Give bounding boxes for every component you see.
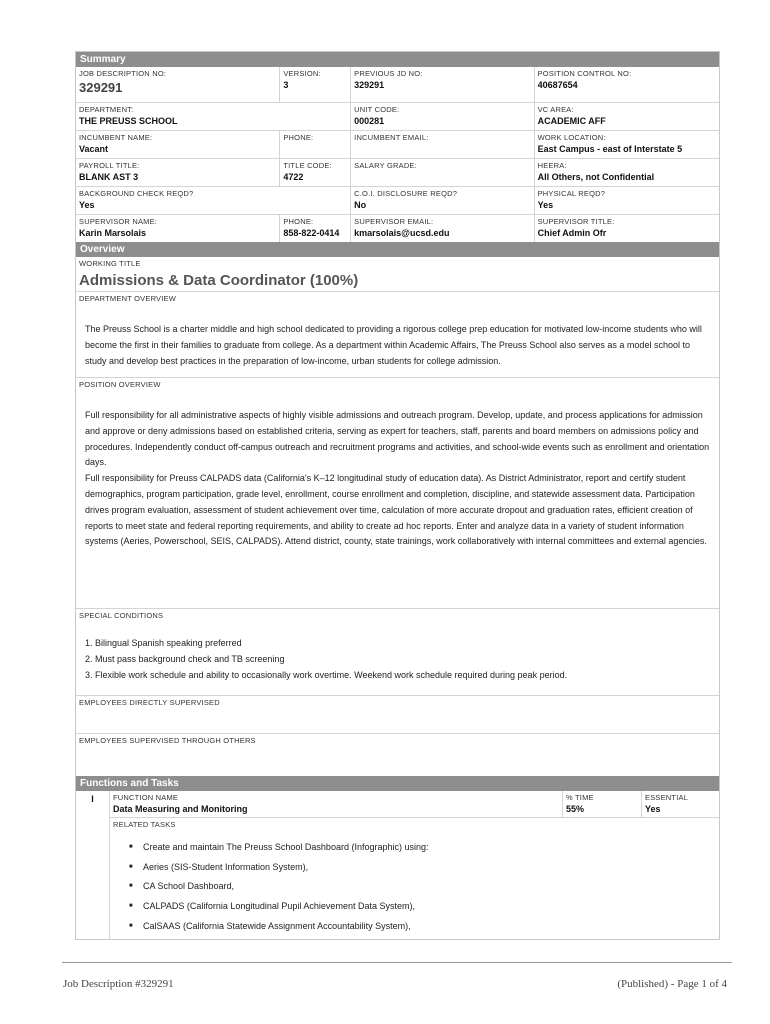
vc-area-value: ACADEMIC AFF: [537, 116, 606, 126]
previous-jd-label: PREVIOUS JD NO:: [354, 69, 423, 78]
supervisor-email-cell: [350, 215, 533, 242]
payroll-title-cell: [76, 159, 279, 186]
work-location-value: East Campus - east of Interstate 5: [537, 144, 683, 154]
version-value: 3: [283, 80, 289, 90]
special-condition-item: 1. Bilingual Spanish speaking preferred: [85, 638, 242, 648]
functions-header: Functions and Tasks: [76, 776, 719, 791]
heera-value: All Others, not Confidential: [537, 172, 655, 182]
salary-grade-cell: [350, 159, 533, 186]
title-code-value: 4722: [283, 172, 304, 182]
special-conditions-list: [79, 635, 716, 683]
pct-time-label: % TIME: [566, 793, 594, 802]
special-condition-item: 3. Flexible work schedule and ability to occasionally work overtime. Weekend work schedule required during peak period.: [85, 670, 568, 680]
related-tasks-section: [110, 817, 719, 939]
coi-label: C.O.I. DISCLOSURE REQD?: [354, 189, 458, 198]
working-title-section: [76, 257, 719, 291]
incumbent-name-value: Vacant: [79, 144, 109, 154]
position-control-value: 40687654: [537, 80, 578, 90]
physical-value: Yes: [537, 200, 554, 210]
footer-divider: [62, 962, 732, 963]
pct-time-value: 55%: [566, 804, 585, 814]
related-tasks-label: RELATED TASKS: [113, 820, 176, 829]
position-control-cell: [534, 67, 719, 102]
incumbent-phone-cell: [279, 131, 350, 158]
supervisor-title-value: Chief Admin Ofr: [537, 228, 607, 238]
title-code-cell: [279, 159, 350, 186]
unit-code-value: 000281: [354, 116, 385, 126]
essential-label: ESSENTIAL: [645, 793, 689, 802]
job-description-no-label: JOB DESCRIPTION NO:: [79, 69, 167, 78]
related-task-item: ■ Create and maintain The Preuss School Dashboard (Infographic) using:: [143, 838, 716, 858]
department-cell: [76, 103, 350, 130]
employees-directly-supervised-label: EMPLOYEES DIRECTLY SUPERVISED: [79, 698, 220, 707]
summary-row-1: [76, 67, 719, 102]
supervisor-email-label: SUPERVISOR EMAIL:: [354, 217, 434, 226]
heera-cell: [534, 159, 719, 186]
summary-header: Summary: [76, 52, 719, 67]
supervisor-phone-label: PHONE:: [283, 217, 314, 226]
supervisor-email-value: kmarsolais@ucsd.edu: [354, 228, 450, 238]
supervisor-phone-value: 858-822-0414: [283, 228, 340, 238]
work-location-label: WORK LOCATION:: [537, 133, 606, 142]
job-description-no-cell: [76, 67, 279, 102]
background-check-cell: [76, 187, 350, 214]
footer-job-description: Job Description #329291: [63, 978, 174, 990]
essential-cell: [641, 791, 719, 817]
version-cell: [279, 67, 350, 102]
previous-jd-cell: [350, 67, 533, 102]
supervisor-name-label: SUPERVISOR NAME:: [79, 217, 158, 226]
special-conditions-label: SPECIAL CONDITIONS: [79, 611, 164, 620]
essential-value: Yes: [645, 804, 661, 814]
vc-area-cell: [534, 103, 719, 130]
function-number: I: [91, 794, 94, 804]
employees-directly-supervised-section: [76, 695, 719, 733]
job-description-no: 329291: [79, 80, 123, 95]
supervisor-name-cell: [76, 215, 279, 242]
summary-row-4: [76, 158, 719, 186]
supervisor-name-value: Karin Marsolais: [79, 228, 147, 238]
footer-page-number: (Published) - Page 1 of 4: [617, 978, 727, 990]
summary-row-3: [76, 130, 719, 158]
department-overview-text: The Preuss School is a charter middle and high school dedicated to providing a rigorous college prep education for motivated low-income students who will become the first in their families to graduate from college. As a department within Academic Affairs, The Preuss School also serves as a model school to study and develop best practices in the preparation of low-income, urban students for college admission.: [85, 324, 702, 366]
function-name-value: Data Measuring and Monitoring: [113, 804, 248, 814]
employees-supervised-through-others-section: [76, 733, 719, 775]
function-name-cell: [110, 791, 562, 817]
related-task-item: ■ CA School Dashboard,: [143, 877, 716, 897]
previous-jd-value: 329291: [354, 80, 385, 90]
summary-row-2: [76, 102, 719, 130]
coi-value: No: [354, 200, 367, 210]
department-overview-label: DEPARTMENT OVERVIEW: [79, 294, 177, 303]
summary-row-6: [76, 214, 719, 242]
payroll-title-value: BLANK AST 3: [79, 172, 139, 182]
employees-supervised-through-others-label: EMPLOYEES SUPERVISED THROUGH OTHERS: [79, 736, 256, 745]
physical-cell: [534, 187, 719, 214]
pct-time-cell: [562, 791, 641, 817]
summary-row-5: [76, 186, 719, 214]
unit-code-label: UNIT CODE:: [354, 105, 400, 114]
salary-grade-label: SALARY GRADE:: [354, 161, 417, 170]
related-tasks-list: [113, 838, 716, 937]
heera-label: HEERA:: [537, 161, 567, 170]
special-conditions-section: [76, 608, 719, 695]
position-overview-section: [76, 377, 719, 608]
background-check-label: BACKGROUND CHECK REQD?: [79, 189, 194, 198]
function-header-row: [110, 791, 719, 817]
position-overview-label: POSITION OVERVIEW: [79, 380, 161, 389]
background-check-value: Yes: [79, 200, 95, 210]
supervisor-phone-cell: [279, 215, 350, 242]
work-location-cell: [534, 131, 719, 158]
incumbent-phone-label: PHONE:: [283, 133, 314, 142]
function-name-label: FUNCTION NAME: [113, 793, 179, 802]
unit-code-cell: [350, 103, 533, 130]
physical-label: PHYSICAL REQD?: [537, 189, 606, 198]
related-task-item: ■ CalSAAS (California Statewide Assignment Accountability System),: [143, 917, 716, 937]
overview-header: Overview: [76, 242, 719, 257]
title-code-label: TITLE CODE:: [283, 161, 332, 170]
payroll-title-label: PAYROLL TITLE:: [79, 161, 140, 170]
incumbent-name-cell: [76, 131, 279, 158]
department-overview-section: [76, 291, 719, 377]
special-condition-item: 2. Must pass background check and TB screening: [85, 654, 285, 664]
vc-area-label: VC AREA:: [537, 105, 574, 114]
incumbent-email-cell: [350, 131, 533, 158]
supervisor-title-cell: [534, 215, 719, 242]
department-value: THE PREUSS SCHOOL: [79, 116, 178, 126]
related-task-item: ■ CALPADS (California Longitudinal Pupil Achievement Data System),: [143, 897, 716, 917]
supervisor-title-label: SUPERVISOR TITLE:: [537, 217, 615, 226]
position-overview-text-2: Full responsibility for Preuss CALPADS data (California's K–12 longitudinal study of education data). As District Administrator, report and certify student demographics, program participation, grade level, enrollment, course enrollment and completion, discipline, and statewide assessment data. Participation drives program evaluation, assessment of student achievement over time, calculation of more accurate dropout and graduation rates, efficient creation of reports to meet state and federal reporting requirements, and ability to create ad hoc reports. Enter and analyze data in a variety of student information systems (Aeries, Powerschool, SEIS, CALPADS). Attend district, county, state trainings, work collaboratively with internal committees and external agencies.: [85, 473, 707, 547]
position-overview-text-1: Full responsibility for all administrative aspects of highly visible admissions and outreach program. Develop, update, and process applications for admission and approve or deny admissions based on established criteria, serving as expert for teachers, staff, parents and board members on admissions policy and procedures. Independently conduct off-campus outreach and recruitment programs and activities, and school-wide events such as enrollment and orientation days.: [85, 410, 710, 468]
department-label: DEPARTMENT:: [79, 105, 134, 114]
position-control-label: POSITION CONTROL NO:: [537, 69, 632, 78]
function-body: [109, 791, 719, 939]
job-description-sheet: [75, 51, 720, 940]
coi-cell: [350, 187, 533, 214]
version-label: VERSION:: [283, 69, 321, 78]
working-title-label: WORKING TITLE: [79, 259, 141, 268]
related-task-item: ■ Aeries (SIS-Student Information System),: [143, 858, 716, 878]
incumbent-name-label: INCUMBENT NAME:: [79, 133, 153, 142]
incumbent-email-label: INCUMBENT EMAIL:: [354, 133, 429, 142]
function-row: [76, 791, 719, 939]
working-title: Admissions & Data Coordinator (100%): [79, 272, 359, 289]
